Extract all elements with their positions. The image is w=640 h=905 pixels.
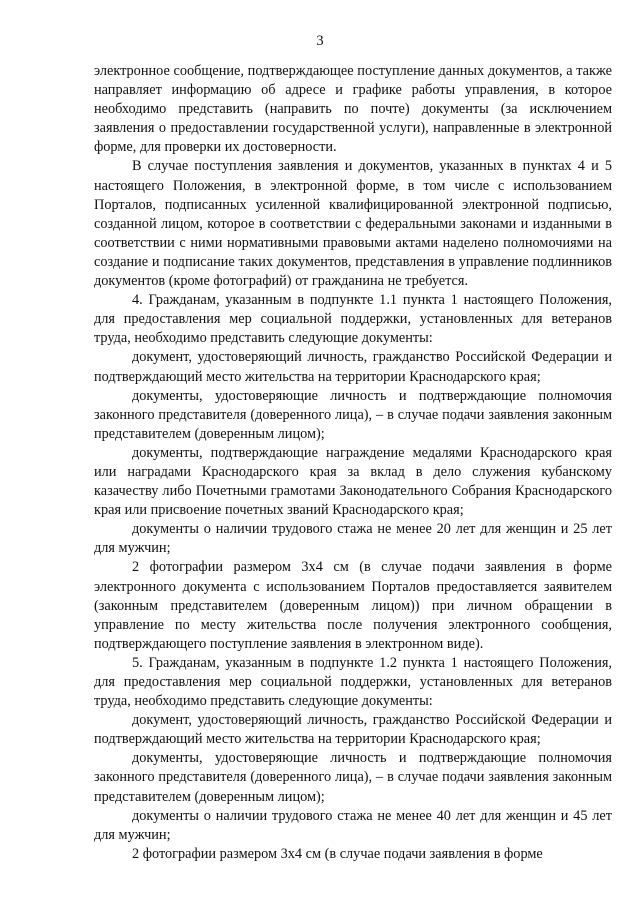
paragraph-item-5-representative-doc: документы, удостоверяющие личность и подтверждающие полномочия законного представителя (доверенного лица), – в случае подачи заявления законным представителем (доверенным лицом); bbox=[94, 750, 612, 805]
paragraph-item-4: 4. Гражданам, указанным в подпункте 1.1 пункта 1 настоящего Положения, для предоставления мер социальной поддержки, установленных для ветеранов труда, необходимо представить следующие документы: bbox=[94, 292, 612, 347]
paragraph-1-continuation: электронное сообщение, подтверждающее поступление данных документов, а также направляет информацию об адресе и графике работы управления, в которое необходимо представить (направить по почте) документы (за исключением заявления о предоставлении государственной услуги), направленные в электронной форме, для проверки их достоверности. bbox=[94, 63, 612, 156]
paragraph-item-5-photos: 2 фотографии размером 3x4 см (в случае подачи заявления в форме bbox=[132, 845, 543, 862]
paragraph-item-4-awards-doc: документы, подтверждающие награждение медалями Краснодарского края или наградами Краснодарского края за вклад в дело служения кубанскому казачеству либо Почетными грамотами Законодательного Собрания Краснодарского края или присвоение почетных званий Краснодарского края; bbox=[94, 444, 612, 519]
paragraph-item-4-representative-doc: документы, удостоверяющие личность и подтверждающие полномочия законного представителя (доверенного лица), – в случае подачи заявления законным представителем (доверенным лицом); bbox=[94, 387, 612, 442]
paragraph-item-4-work-experience: документы о наличии трудового стажа не менее 20 лет для женщин и 25 лет для мужчин; bbox=[94, 521, 612, 557]
page-number: 3 bbox=[316, 33, 324, 49]
paragraph-electronic-submission: В случае поступления заявления и документов, указанных в пунктах 4 и 5 настоящего Положения, в электронной форме, в том числе с использованием Порталов, подписанных усиленной квалифицированной электронной подписью, созданной лицом, которое в соответствии с федеральными законами и изданными в соответствии с ними нормативными правовыми актами наделено полномочиями на создание и подписание таких документов, представления в управление подлинников документов (кроме фотографий) от гражданина не требуется. bbox=[94, 158, 612, 290]
document-body bbox=[94, 62, 612, 864]
paragraph-item-5-work-experience: документы о наличии трудового стажа не менее 40 лет для женщин и 45 лет для мужчин; bbox=[94, 807, 612, 843]
paragraph-item-4-photos: 2 фотографии размером 3x4 см (в случае подачи заявления в форме электронного документа с использованием Порталов предоставляется заявителем (законным представителем (доверенным лицом)) при личном обращении в управление по месту жительства после получения электронного сообщения, подтверждающего поступление заявления в электронном виде). bbox=[94, 559, 612, 652]
paragraph-item-5-identity-doc: документ, удостоверяющий личность, гражданство Российской Федерации и подтверждающий место жительства на территории Краснодарского края; bbox=[94, 712, 612, 748]
paragraph-item-4-identity-doc: документ, удостоверяющий личность, гражданство Российской Федерации и подтверждающий место жительства на территории Краснодарского края; bbox=[94, 349, 612, 385]
paragraph-item-5: 5. Гражданам, указанным в подпункте 1.2 пункта 1 настоящего Положения, для предоставления мер социальной поддержки, установленных для ветеранов труда, необходимо представить следующие документы: bbox=[94, 654, 612, 710]
